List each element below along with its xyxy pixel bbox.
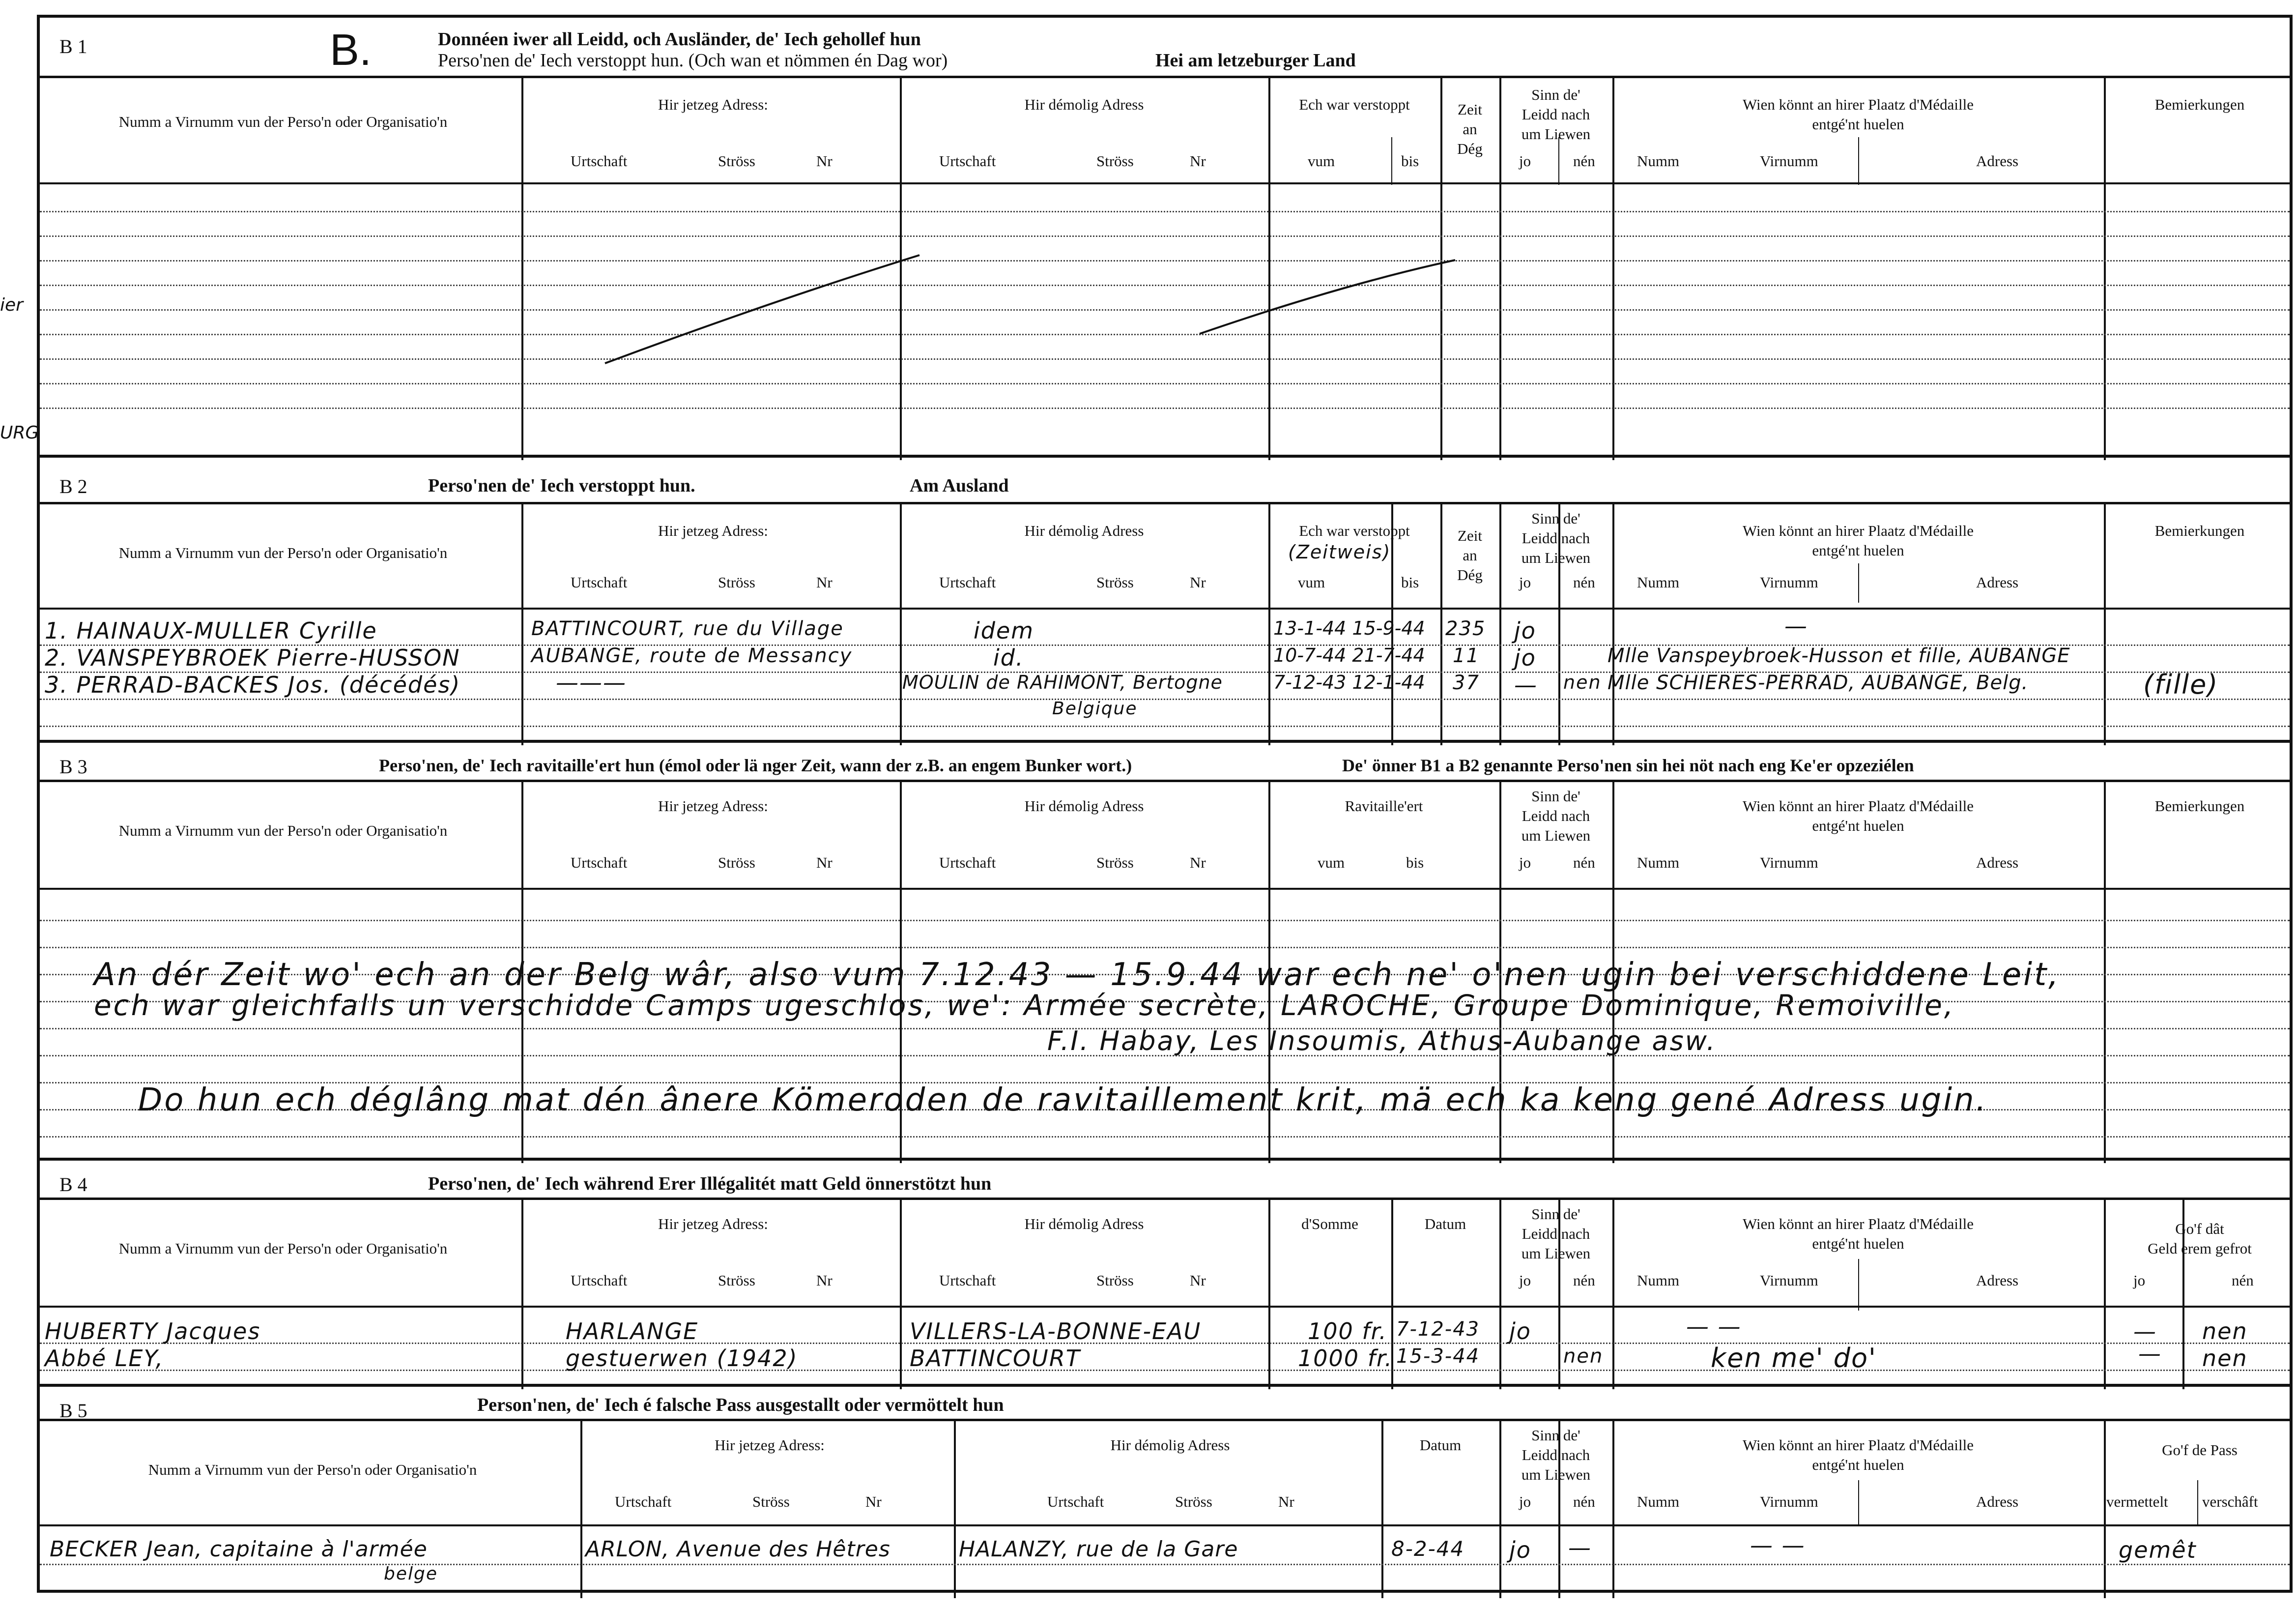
header-ravitailleert: Ravitaille'ert bbox=[1345, 797, 1423, 815]
row-dates: 7-12-43 12-1-44 bbox=[1273, 672, 1425, 693]
row-current-address: ARLON, Avenue des Hêtres bbox=[585, 1537, 890, 1562]
header-nr: Nr bbox=[816, 854, 832, 871]
header-urtschaft: Urtschaft bbox=[939, 574, 996, 591]
table-b2 bbox=[40, 502, 2290, 745]
row-name: 2. VANSPEYBROEK Pierre-HUSSON bbox=[45, 644, 460, 671]
header-um-liewen: um Liewen bbox=[1521, 125, 1591, 143]
header-nr: Nr bbox=[865, 1493, 882, 1510]
row-current-address: gestuerwen (1942) bbox=[566, 1345, 798, 1372]
header-urtschaft: Urtschaft bbox=[1047, 1493, 1104, 1510]
header-vermettelt: vermettelt bbox=[2106, 1493, 2168, 1510]
header-sinn: Sinn de' bbox=[1531, 86, 1580, 103]
header-nen: nén bbox=[1573, 854, 1595, 871]
header-adress: Adress bbox=[1976, 1493, 2019, 1510]
row-former-address: HALANZY, rue de la Gare bbox=[959, 1537, 1238, 1562]
row-alive: — bbox=[1514, 672, 1538, 698]
header-former-address: Hir démolig Adress bbox=[1024, 1215, 1144, 1232]
row-sum: 1000 fr. bbox=[1298, 1345, 1393, 1372]
header-medaille: entgé'nt huelen bbox=[1812, 116, 1904, 133]
section-b4 bbox=[40, 1161, 2290, 1387]
row-alive: jo bbox=[1509, 1318, 1531, 1344]
header-leidd: Leidd nach bbox=[1521, 1225, 1590, 1242]
form bbox=[37, 15, 2293, 1593]
row-asked-jo: — bbox=[2133, 1318, 2157, 1344]
section-code: B 3 bbox=[59, 756, 87, 778]
header-medaille: Wien könnt an hirer Plaatz d'Médaille bbox=[1742, 522, 1974, 539]
header-geld: Geld erem gefrot bbox=[2148, 1240, 2252, 1257]
header-medaille: entgé'nt huelen bbox=[1812, 542, 1904, 559]
header-nr: Nr bbox=[1190, 854, 1206, 871]
header-adress: Adress bbox=[1976, 574, 2019, 591]
row-remark: (fille) bbox=[2143, 669, 2219, 700]
header-current-address: Hir jetzeg Adress: bbox=[658, 1215, 768, 1232]
handwritten-note: (Zeitweis) bbox=[1288, 541, 1391, 563]
header-virnumm: Virnumm bbox=[1760, 854, 1818, 871]
row-name: Abbé LEY, bbox=[45, 1345, 164, 1372]
header-virnumm: Virnumm bbox=[1760, 152, 1818, 170]
row-former-address-country: Belgique bbox=[1052, 699, 1138, 719]
strike-lines bbox=[40, 78, 2291, 460]
header-adress: Adress bbox=[1976, 854, 2019, 871]
row-name: BECKER Jean, capitaine à l'armée bbox=[50, 1537, 428, 1562]
header-numm: Numm bbox=[1637, 152, 1680, 170]
row-pass: gemêt bbox=[2119, 1537, 2197, 1563]
header-stross: Ströss bbox=[1175, 1493, 1212, 1510]
header-jo: jo bbox=[1519, 854, 1531, 871]
header-an: an bbox=[1463, 120, 1477, 138]
row-former-address: BATTINCOURT bbox=[910, 1345, 1081, 1372]
row-medal: — bbox=[1784, 613, 1808, 639]
header-current-address: Hir jetzeg Adress: bbox=[715, 1436, 825, 1454]
header-nr: Nr bbox=[1190, 1272, 1206, 1289]
section-title: Hei am letzeburger Land bbox=[1155, 50, 1356, 71]
row-medal: — — bbox=[1750, 1532, 1806, 1558]
narrative-line: F.I. Habay, Les Insoumis, Athus-Aubange asw. bbox=[1047, 1025, 1717, 1056]
header-stross: Ströss bbox=[718, 574, 755, 591]
header-urtschaft: Urtschaft bbox=[571, 574, 628, 591]
row-current-address: BATTINCOURT, rue du Village bbox=[531, 617, 844, 640]
header-geld: Go'f dât bbox=[2175, 1220, 2224, 1237]
header-um-liewen: um Liewen bbox=[1521, 549, 1591, 566]
row-medal: Mlle SCHIERES-PERRAD, AUBANGE, Belg. bbox=[1607, 672, 2029, 694]
header-nr: Nr bbox=[1278, 1493, 1294, 1510]
section-title: Perso'nen, de' Iech ravitaille'ert hun (émol oder lä nger Zeit, wann der z.B. an engem Bunker wort.) bbox=[379, 756, 1132, 775]
header-numm: Numm bbox=[1637, 854, 1680, 871]
header-sinn: Sinn de' bbox=[1531, 788, 1580, 805]
row-alive: jo bbox=[1514, 617, 1536, 644]
row-medal: ken me' do' bbox=[1711, 1343, 1877, 1373]
header-date: Datum bbox=[1424, 1215, 1466, 1232]
header-former-address: Hir démolig Adress bbox=[1024, 797, 1144, 815]
narrative-line: ech war gleichfalls un verschidde Camps ugeschlos, we': Armée secrète, LAROCHE, Groupe Dominique, Remoiville, bbox=[94, 989, 1955, 1022]
table-b4 bbox=[40, 1198, 2290, 1389]
header-nen: nén bbox=[1573, 152, 1595, 170]
header-jo: jo bbox=[1519, 1272, 1531, 1289]
header-um-liewen: um Liewen bbox=[1521, 827, 1591, 844]
header-jo: jo bbox=[1519, 152, 1531, 170]
table-b5 bbox=[40, 1419, 2290, 1598]
table-b3 bbox=[40, 780, 2290, 1163]
header-sinn: Sinn de' bbox=[1531, 510, 1580, 527]
section-b1 bbox=[40, 18, 2290, 458]
header-urtschaft: Urtschaft bbox=[615, 1493, 672, 1510]
header-nr: Nr bbox=[1190, 152, 1206, 170]
header-medaille: entgé'nt huelen bbox=[1812, 1235, 1904, 1252]
section-letter: B. bbox=[330, 26, 372, 75]
header-name: Numm a Virnumm vun der Perso'n oder Organisatio'n bbox=[118, 1240, 448, 1257]
narrative-line: An dér Zeit wo' ech an der Belg wâr, also vum 7.12.43 — 15.9.44 war ech ne' o'nen ugin bei verschiddene Leit, bbox=[94, 957, 2061, 993]
header-urtschaft: Urtschaft bbox=[571, 854, 628, 871]
header-nr: Nr bbox=[816, 574, 832, 591]
header-virnumm: Virnumm bbox=[1760, 574, 1818, 591]
row-date: 8-2-44 bbox=[1391, 1537, 1465, 1561]
section-title: Perso'nen de' Iech verstoppt hun. (Och wan et nömmen én Dag wor) bbox=[438, 50, 948, 71]
header-virnumm: Virnumm bbox=[1760, 1272, 1818, 1289]
section-title: De' önner B1 a B2 genannte Perso'nen sin hei nöt nach eng Ke'er opzeziélen bbox=[1342, 756, 1914, 775]
section-title: Perso'nen de' Iech verstoppt hun. bbox=[428, 475, 695, 496]
header-medaille: entgé'nt huelen bbox=[1812, 1456, 1904, 1473]
header-adress: Adress bbox=[1976, 152, 2019, 170]
header-date: Datum bbox=[1419, 1436, 1462, 1454]
header-virnumm: Virnumm bbox=[1760, 1493, 1818, 1510]
header-stross: Ströss bbox=[1096, 1272, 1134, 1289]
header-sinn: Sinn de' bbox=[1531, 1205, 1580, 1223]
header-urtschaft: Urtschaft bbox=[571, 152, 628, 170]
header-medaille: Wien könnt an hirer Plaatz d'Médaille bbox=[1742, 96, 1974, 113]
header-medaille: entgé'nt huelen bbox=[1812, 817, 1904, 834]
header-hidden: Ech war verstoppt bbox=[1299, 522, 1410, 539]
header-numm: Numm bbox=[1637, 1272, 1680, 1289]
row-days: 235 bbox=[1445, 617, 1486, 640]
header-stross: Ströss bbox=[718, 152, 755, 170]
row-days: 11 bbox=[1453, 644, 1480, 667]
row-asked-jo: — bbox=[2138, 1340, 2162, 1367]
header-stross: Ströss bbox=[718, 854, 755, 871]
header-stross: Ströss bbox=[1096, 574, 1134, 591]
header-medaille: Wien könnt an hirer Plaatz d'Médaille bbox=[1742, 1215, 1974, 1232]
section-code: B 5 bbox=[59, 1400, 87, 1422]
header-bis: bis bbox=[1401, 574, 1419, 591]
header-former-address: Hir démolig Adress bbox=[1110, 1436, 1230, 1454]
header-leidd: Leidd nach bbox=[1521, 807, 1590, 824]
header-urtschaft: Urtschaft bbox=[939, 854, 996, 871]
section-title: Donnéen iwer all Leidd, och Ausländer, de' Iech gehollef hun bbox=[438, 29, 921, 50]
header-nen: nén bbox=[1573, 1272, 1595, 1289]
header-jo: jo bbox=[1519, 1493, 1531, 1510]
header-vum: vum bbox=[1318, 854, 1345, 871]
row-date: 7-12-43 bbox=[1396, 1318, 1480, 1341]
section-code: B 2 bbox=[59, 475, 87, 497]
section-b2 bbox=[40, 458, 2290, 743]
header-stross: Ströss bbox=[718, 1272, 755, 1289]
header-zeit: Zeit bbox=[1458, 527, 1482, 544]
header-bis: bis bbox=[1401, 152, 1419, 170]
header-current-address: Hir jetzeg Adress: bbox=[658, 96, 768, 113]
header-urtschaft: Urtschaft bbox=[939, 152, 996, 170]
row-date: 15-3-44 bbox=[1396, 1345, 1480, 1368]
header-pass: Go'f de Pass bbox=[2162, 1441, 2238, 1459]
header-bemierkungen: Bemierkungen bbox=[2154, 797, 2245, 815]
header-nr: Nr bbox=[816, 152, 832, 170]
header-sum: d'Somme bbox=[1301, 1215, 1358, 1232]
header-bemierkungen: Bemierkungen bbox=[2154, 522, 2245, 539]
header-sinn: Sinn de' bbox=[1531, 1427, 1580, 1444]
row-name: 3. PERRAD-BACKES Jos. (décédés) bbox=[45, 672, 461, 698]
row-sum: 100 fr. bbox=[1308, 1318, 1387, 1344]
row-asked-nen: nen bbox=[2202, 1345, 2248, 1372]
margin-text: ier bbox=[0, 295, 23, 315]
row-asked-nen: nen bbox=[2202, 1318, 2248, 1344]
header-jo: jo bbox=[1519, 574, 1531, 591]
row-nen: nen bbox=[1563, 672, 1602, 693]
section-code: B 4 bbox=[59, 1173, 87, 1196]
header-medaille: Wien könnt an hirer Plaatz d'Médaille bbox=[1742, 1436, 1974, 1454]
header-verschaft: verschâft bbox=[2202, 1493, 2258, 1510]
row-medal: Mlle Vanspeybroek-Husson et fille, AUBANGE bbox=[1607, 644, 2070, 667]
header-leidd: Leidd nach bbox=[1521, 1446, 1590, 1463]
row-medal: — — bbox=[1686, 1313, 1742, 1340]
header-nen: nén bbox=[1573, 1493, 1595, 1510]
row-days: 37 bbox=[1453, 672, 1480, 694]
header-leidd: Leidd nach bbox=[1521, 106, 1590, 123]
row-name-cont: belge bbox=[384, 1564, 438, 1584]
header-hidden: Ech war verstoppt bbox=[1299, 96, 1410, 113]
header-jo: jo bbox=[2133, 1272, 2146, 1289]
header-stross: Ströss bbox=[1096, 854, 1134, 871]
header-former-address: Hir démolig Adress bbox=[1024, 96, 1144, 113]
header-an: an bbox=[1463, 547, 1477, 564]
header-um-liewen: um Liewen bbox=[1521, 1245, 1591, 1262]
row-dates: 10-7-44 21-7-44 bbox=[1273, 644, 1425, 666]
narrative-line: Do hun ech déglâng mat dén ânere Kömeroden de ravitaillement krit, mä ech ka keng gené Adress ugin. bbox=[138, 1082, 1988, 1118]
header-current-address: Hir jetzeg Adress: bbox=[658, 797, 768, 815]
row-name: HUBERTY Jacques bbox=[45, 1318, 261, 1344]
header-bis: bis bbox=[1406, 854, 1424, 871]
header-numm: Numm bbox=[1637, 1493, 1680, 1510]
row-former-address: idem bbox=[974, 617, 1034, 644]
table-b1 bbox=[40, 76, 2290, 460]
header-um-liewen: um Liewen bbox=[1521, 1466, 1591, 1483]
margin-text: URG bbox=[0, 423, 39, 443]
section-b5 bbox=[40, 1387, 2290, 1596]
header-medaille: Wien könnt an hirer Plaatz d'Médaille bbox=[1742, 797, 1974, 815]
header-name: Numm a Virnumm vun der Perso'n oder Organisatio'n bbox=[148, 1461, 477, 1478]
header-deg: Dég bbox=[1457, 140, 1483, 157]
header-vum: vum bbox=[1308, 152, 1335, 170]
header-current-address: Hir jetzeg Adress: bbox=[658, 522, 768, 539]
row-current-address: AUBANGE, route de Messancy bbox=[531, 644, 853, 667]
header-nr: Nr bbox=[816, 1272, 832, 1289]
row-current-address: HARLANGE bbox=[566, 1318, 699, 1344]
header-vum: vum bbox=[1298, 574, 1325, 591]
header-stross: Ströss bbox=[1096, 152, 1134, 170]
row-current-address: ——— bbox=[556, 669, 627, 696]
header-name: Numm a Virnumm vun der Perso'n oder Organisatio'n bbox=[118, 544, 448, 561]
header-former-address: Hir démolig Adress bbox=[1024, 522, 1144, 539]
row-alive-nen: nen bbox=[1563, 1345, 1604, 1368]
row-name: 1. HAINAUX-MULLER Cyrille bbox=[45, 617, 377, 644]
section-title: Person'nen, de' Iech é falsche Pass ausgestallt oder vermöttelt hun bbox=[477, 1395, 1004, 1415]
section-b3 bbox=[40, 743, 2290, 1161]
header-numm: Numm bbox=[1637, 574, 1680, 591]
header-deg: Dég bbox=[1457, 566, 1483, 584]
row-nen: — bbox=[1568, 1534, 1592, 1561]
row-former-address: VILLERS-LA-BONNE-EAU bbox=[910, 1318, 1202, 1344]
header-nr: Nr bbox=[1190, 574, 1206, 591]
row-alive: jo bbox=[1514, 644, 1536, 671]
header-urtschaft: Urtschaft bbox=[571, 1272, 628, 1289]
row-former-address: id. bbox=[993, 644, 1024, 671]
row-former-address: MOULIN de RAHIMONT, Bertogne bbox=[902, 672, 1223, 693]
row-alive: jo bbox=[1509, 1537, 1531, 1563]
section-title: Am Ausland bbox=[910, 475, 1009, 496]
header-urtschaft: Urtschaft bbox=[939, 1272, 996, 1289]
header-nen: nén bbox=[2232, 1272, 2254, 1289]
row-dates: 13-1-44 15-9-44 bbox=[1273, 617, 1425, 639]
header-leidd: Leidd nach bbox=[1521, 529, 1590, 547]
section-code: B 1 bbox=[59, 35, 87, 58]
header-adress: Adress bbox=[1976, 1272, 2019, 1289]
header-bemierkungen: Bemierkungen bbox=[2154, 96, 2245, 113]
section-title: Perso'nen, de' Iech während Erer Illégalitét matt Geld önnerstötzt hun bbox=[428, 1173, 992, 1194]
header-nen: nén bbox=[1573, 574, 1595, 591]
header-zeit: Zeit bbox=[1458, 101, 1482, 118]
header-name: Numm a Virnumm vun der Perso'n oder Organisatio'n bbox=[118, 822, 448, 839]
header-stross: Ströss bbox=[752, 1493, 790, 1510]
header-name: Numm a Virnumm vun der Perso'n oder Organisatio'n bbox=[118, 113, 448, 130]
